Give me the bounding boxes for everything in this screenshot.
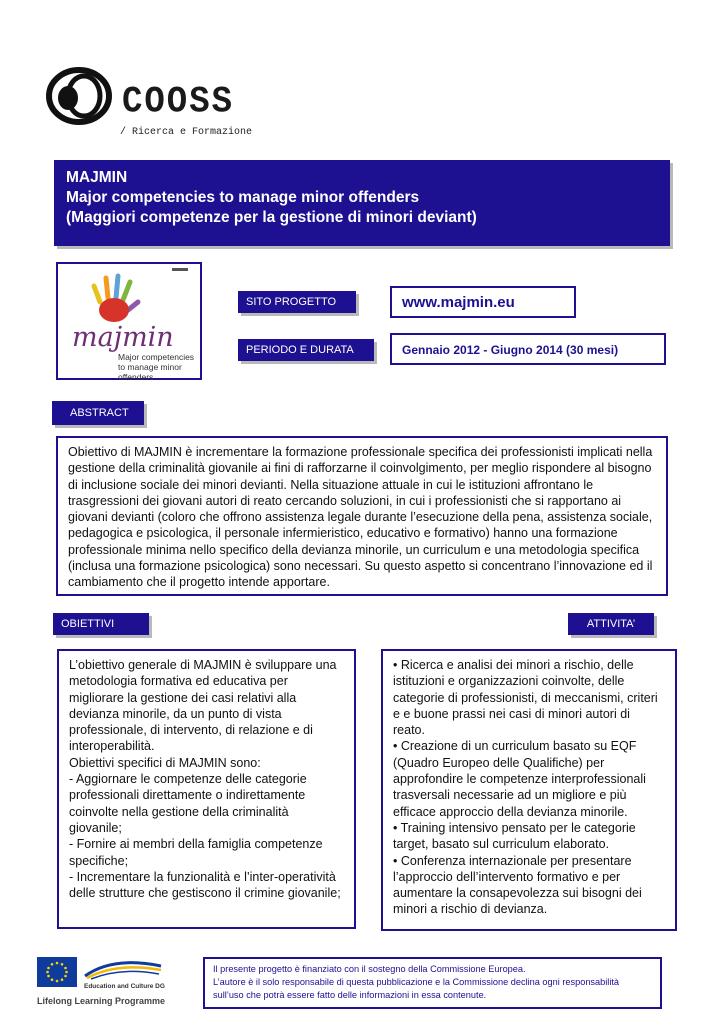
project-acronym: MAJMIN	[66, 169, 128, 186]
disclaimer-line-1: Il presente progetto è finanziato con il sostegno della Commissione Europea.	[213, 964, 526, 974]
obiettivi-paragraph: Obiettivi specifici di MAJMIN sono:	[69, 755, 261, 770]
abstract-text: Obiettivo di MAJMIN è incrementare la formazione professionale specifica dei professionisti implicati nella gestione della criminalità giovanile ai fini di rafforzarne il coinvolgimento, per meglio rispondere al bisogno di inclusione sociale dei minori devianti. Nella situazione attuale in cui le istituzioni affrontano le trasgressioni dei giovani autori di reato cercando soluzioni, in cui i professionisti che si rapportano ai giovani devianti (coloro che offrono assistenza legale durante l’esecuzione della pena, assistenza sociale, pedagogica e psicologica, il personale infermieristico, educativo e formativo) hanno una formazione professionale minima nello specifico della devianza minorile, un curriculum e una metodologia specifica (inclusa una formazione psicologica) sono necessari. Su questo aspetto si concentrano l’innovazione ed il cambiamento che il progetto intende apportare.	[68, 445, 653, 590]
project-website-link[interactable]: www.majmin.eu	[390, 286, 576, 318]
lifelong-learning-programme: Lifelong Learning Programme	[37, 996, 166, 1006]
project-logo-name: majmin	[72, 322, 174, 353]
tagline-line-2: to manage minor offenders	[118, 362, 182, 382]
logo-subtitle: / Ricerca e Formazione	[120, 127, 253, 138]
abstract-label: ABSTRACT	[52, 401, 144, 425]
obiettivi-paragraph: L’obiettivo generale di MAJMIN è sviluppare una metodologia formativa ed educativa per migliorare la gestione dei casi relativi alla devianza minorile, da un punto di vista professionale, di intervento, di relazione e di interoperabilità.	[69, 658, 337, 754]
project-title-en: Major competencies to manage minor offenders	[66, 189, 420, 206]
logo-name: COOSS	[122, 82, 235, 124]
attivita-box	[381, 649, 677, 931]
project-logo-tagline	[118, 352, 200, 382]
eu-flag-icon	[37, 957, 77, 987]
obiettivi-box	[57, 649, 356, 929]
obiettivi-paragraph: - Incrementare la funzionalità e l’inter-operatività delle strutture che gestiscono il crimine giovanile;	[69, 869, 341, 901]
education-culture-swoosh-icon	[83, 958, 163, 980]
obiettivi-label: OBIETTIVI	[53, 613, 149, 635]
cooss-logo-icon	[46, 66, 118, 126]
hand-icon	[86, 272, 142, 328]
attivita-item: • Conferenza internazionale per presentare l’approccio dell’intervento formativo e per aumentare la consapevolezza sui bisogni dei minori a rischio di devianza.	[393, 853, 642, 917]
attivita-item: • Training intensivo pensato per le categorie target, basato sul curriculum elaborato.	[393, 820, 636, 852]
attivita-label: ATTIVITA’	[568, 613, 654, 635]
dash-mark	[172, 268, 188, 271]
title-banner	[54, 160, 670, 246]
funding-disclaimer	[203, 957, 662, 1009]
eu-dg-tagline: Education and Culture DG	[84, 983, 165, 990]
periodo-durata-label: PERIODO E DURATA	[238, 339, 374, 361]
sito-progetto-label: SITO PROGETTO	[238, 291, 356, 313]
abstract-box	[56, 436, 668, 596]
project-logo-box	[56, 262, 202, 380]
attivita-item: • Creazione di un curriculum basato su EQF (Quadro Europeo delle Qualifiche) per approfondire le competenze interprofessionali trasversali necessarie ad un migliore e più efficace approccio della devianza minorile.	[393, 739, 646, 819]
obiettivi-paragraph: - Fornire ai membri della famiglia competenze specifiche;	[69, 837, 323, 868]
obiettivi-paragraph: - Aggiornare le competenze delle categorie professionali direttamente o indirettamente coinvolte nella gestione della criminalità giovanile;	[69, 772, 307, 835]
tagline-line-1: Major competencies	[118, 352, 195, 362]
disclaimer-line-2: L’autore è il solo responsabile di questa pubblicazione e la Commissione declina ogni responsabilità sull’uso che potrà essere fatto delle informazioni in essa contenute.	[213, 977, 620, 1000]
periodo-durata-value: Gennaio 2012 - Giugno 2014 (30 mesi)	[390, 333, 666, 365]
attivita-item: • Ricerca e analisi dei minori a rischio, delle istituzioni e organizzazioni coinvolte, delle categorie di professionisti, di meccanismi, criteri e e buone prassi nei casi di minori autori di reato.	[393, 658, 658, 738]
project-title-it: (Maggiori competenze per la gestione di minori deviant)	[66, 209, 477, 226]
